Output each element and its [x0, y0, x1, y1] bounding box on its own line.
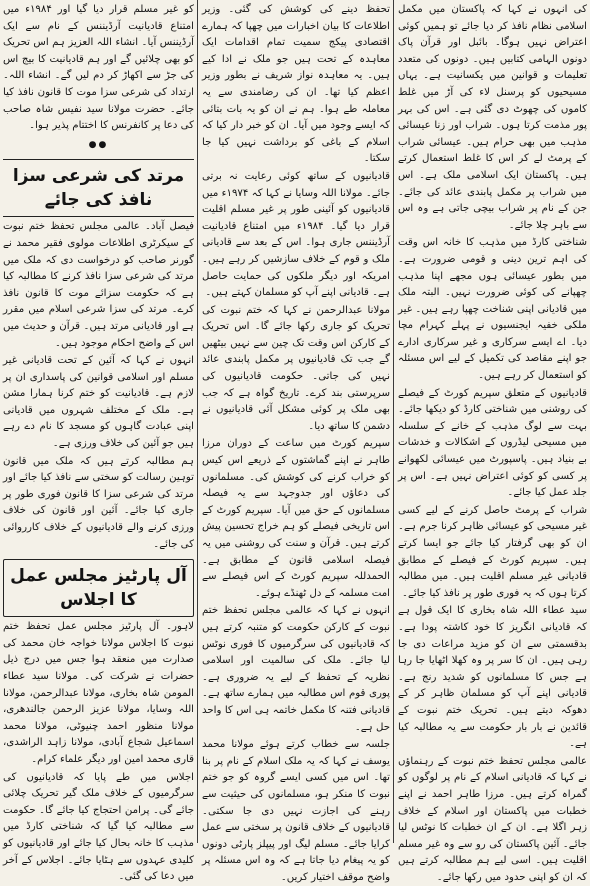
paragraph: شراب کے پرمٹ حاصل کرنے کے لیے کسی غیر مسیحی کو عیسائی ظاہر کرنا جرم ہے۔ ان کو بھی گرفتار کیا جائے جو ایسا کرتے ہیں۔ سپریم کورٹ کے فیصلے کے مطابق قادیانی غیر مسلم اقلیت ہیں۔ میں مطالبہ کرتا ہوں کہ یہ فوری طور پر نافذ کیا جائے۔	[398, 504, 587, 599]
paragraph: عالمی مجلس تحفظ ختم نبوت کے رہنماؤں نے کہا کہ قادیانی اسلام کے نام پر لوگوں کو گمراہ کرتے ہیں۔ مرزا طاہر احمد نے اپنے خطبات میں پاکستان اور اسلام کے خلاف زہر اگلا ہے۔ ان کے ان خطبات کا نوٹس لیا جائے۔ آئین پاکستان کی رو سے وہ غیر مسلم اقلیت ہیں۔ اسی لیے ہم مطالبہ کرتے ہیں کہ ان کو اپنی حدود میں رکھا جائے۔	[398, 755, 587, 883]
column-left	[0, 0, 197, 883]
paragraph: قادیانیوں کے متعلق سپریم کورٹ کے فیصلے کی روشنی میں شناختی کارڈ کو دیکھا جائے۔ بہت سے لوگ مذہب کے خانے کے سلسلہ میں مسیحی لیڈروں کے اشکالات و خدشات بے بنیاد ہیں۔ پاسپورٹ میں عیسائی لکھوانے پر کسی کو کوئی اعتراض نہیں ہے۔ اس پر جلد عمل کیا جائے۔	[398, 387, 587, 499]
headline-apostate-punishment: مرتد کی شرعی سزا نافذ کی جائے	[3, 159, 194, 217]
paragraph: جلسہ سے خطاب کرتے ہوئے مولانا محمد یوسف نے کہا کہ یہ ملک اسلام کے نام پر بنا تھا۔ اس میں کسی ایسے گروہ کو جو ختم نبوت کا منکر ہو، مسلمانوں کی حیثیت سے رہنے کی اجازت نہیں دی جا سکتی۔ قادیانیوں کے خلاف قانون پر سختی سے عمل کرایا جائے۔ مسلم لیگ اور پیپلز پارٹی دونوں کو یہ پیغام دیا جاتا ہے کہ وہ اس مسئلہ پر واضح موقف اختیار کریں۔	[202, 739, 390, 883]
section-divider: ●●	[88, 139, 109, 150]
paragraph: شناختی کارڈ میں مذہب کا خانہ اس وقت کی اہم ترین دینی و قومی ضرورت ہے۔ میں بطور عیسائی ہوں مجھے اپنا مذہب چھپانے کی کوئی ضرورت نہیں۔ البتہ ملک میں قادیانی اپنی شناخت چھپا رہے ہیں۔ غیر ملکی خفیہ ایجنسیوں نے پہلے کہرام مچا دیا۔ اے ایسے سرکاری و غیر سرکاری ادارے جو اپنے مقاصد کی تکمیل کے لیے اس مسئلہ کو استعمال کر رہے ہیں۔	[398, 237, 587, 382]
paragraph: سید عطاء اللہ شاہ بخاری کا ایک قول ہے کہ قادیانی انگریز کا خود کاشتہ پودا ہے۔ بدقسمتی سے ان کو مزید مراعات دی جا رہی ہیں۔ ان کا سر پر وہ کھلا اٹھایا جا رہا ہے جس کا مسلمانوں کو شدید رنج ہے۔ قادیانی اپنے آپ کو مسلمان ظاہر کر کے دھوکہ دیتے ہیں۔ تحریک ختم نبوت کے قائدین نے بار بار حکومت سے یہ مطالبہ کیا ہے۔	[398, 605, 587, 750]
paragraph: مولانا عبدالرحمن نے کہا کہ ختم نبوت کی تحریک کو جاری رکھا جائے گا۔ اس تحریک کے کارکن اس وقت تک چین سے نہیں بیٹھیں گے جب تک قادیانیوں پر مکمل پابندی عائد نہیں کی جاتی۔ حکومت قادیانیوں کی سرپرستی بند کرے۔ تاریخ گواہ ہے کہ جب بھی ملک پر کوئی مشکل آئی قادیانیوں نے دشمن کا ساتھ دیا۔	[202, 304, 390, 432]
paragraph: لاہور۔ آل پارٹیز مجلس عمل تحفظ ختم نبوت کا اجلاس مولانا خواجہ خان محمد کی صدارت میں منعقد ہوا جس میں درج ذیل حضرات نے شرکت کی۔ مولانا سید عطاء المومن شاہ بخاری، مولانا عبدالرحمن، مولانا اللہ وسایا، مولانا عزیز الرحمن جالندھری، مولانا منظور احمد چنیوٹی، مولانا محمد اسماعیل شجاع آبادی، مولانا زاہد الراشدی، قاری محمد امین اور دیگر علماء کرام۔	[3, 621, 194, 765]
paragraph: فیصل آباد۔ عالمی مجلس تحفظ ختم نبوت کے سیکرٹری اطلاعات مولوی فقیر محمد نے گورنر صاحب کو درخواست دی کہ ملک میں مرتد کی شرعی سزا نافذ کرنے کا مطالبہ کیا ہے کہ حکومت سزائے موت کا قانون نافذ کرے۔ مرتد کی سزا شرعی اسلام میں مقرر ہے اور قادیانی مرتد ہیں۔ قرآن و حدیث میں اس کے واضح احکام موجود ہیں۔	[3, 221, 194, 349]
paragraph: تحفظ دینے کی کوشش کی گئی۔ وزیر اطلاعات کا بیان اخبارات میں چھپا کہ ہمارے اقتصادی پیکج سمیت تمام اقدامات ایک معاہدہ کے تحت ہیں جو ملک نے ادا کیے ہیں۔ یہ معاہدہ نواز شریف نے بطور وزیر اعظم کیا تھا۔ ان کی رضامندی سے یہ معاملہ طے ہوا۔ ہم نے ان کو یہ بات بتائی کہ ایسے وجود میں آیا۔ ان کو خبر دار کیا کہ اسلام کے باغی کو برداشت نہیں کیا جا سکتا۔	[202, 4, 390, 165]
paragraph: اجلاس میں طے پایا کہ قادیانیوں کی سرگرمیوں کے خلاف ملک گیر تحریک چلائی جائے گی۔ پرامن احتجاج کیا جائے گا۔ حکومت سے مطالبہ کیا گیا کہ شناختی کارڈ میں مذہب کا خانہ بحال کیا جائے اور قادیانیوں کو کلیدی عہدوں سے ہٹایا جائے۔ اجلاس کے آخر میں دعا کی گئی۔	[3, 771, 194, 883]
paragraph: ہم مطالبہ کرتے ہیں کہ ملک میں قانون توہین رسالت کو سختی سے نافذ کیا جائے اور مرتد کی شرعی سزا کا قانون فوری طور پر جاری کیا جائے۔ آئین اور قانون کی خلاف ورزی کرنے والے قادیانیوں کے خلاف کارروائی کی جائے۔	[3, 455, 194, 550]
paragraph: قادیانیوں کے ساتھ کوئی رعایت نہ برتی جائے۔ مولانا اللہ وسایا نے کہا کہ ۱۹۷۴ء میں قادیانیوں کو آئینی طور پر غیر مسلم اقلیت قرار دیا گیا۔ ۱۹۸۴ء میں امتناع قادیانیت آرڈیننس جاری ہوا۔ اس کے بعد سے قادیانی ملک و قوم کے خلاف سازشیں کر رہے ہیں۔ امریکہ اور دیگر ملکوں کی حمایت حاصل ہے۔ قادیانی اپنے آپ کو مسلمان کہتے ہیں۔	[202, 170, 390, 299]
paragraph: سپریم کورٹ میں ساعت کے دوران مرزا طاہر نے اپنے گماشتوں کے ذریعے اس کیس کو خراب کرنے کی کوشش کی۔ مسلمانوں کی دعاؤں اور جدوجہد سے یہ فیصلہ مسلمانوں کے حق میں آیا۔ سپریم کورٹ کے اس تاریخی فیصلے کو ہم خراج تحسین پیش کرتے ہیں۔ قرآن و سنت کی روشنی میں یہ فیصلہ اسلامی قانون کے مطابق ہے۔ الحمدللہ سپریم کورٹ کے اس فیصلے سے امت مسلمہ کے دل ٹھنڈے ہوئے۔	[202, 438, 390, 599]
column-right	[395, 0, 590, 883]
paragraph: انہوں نے کہا کہ آئین کے تحت قادیانی غیر مسلم اور اسلامی قوانین کی پاسداری ان پر لازم ہے۔ قادیانیت کو ختم کرنا ہمارا مشن ہے۔ ملک کے مختلف شہروں میں قادیانی اپنی عبادت گاہوں کو مسجد کا نام دے رہے ہیں جو آئین کی خلاف ورزی ہے۔	[3, 355, 194, 450]
column-middle	[199, 0, 393, 883]
paragraph: انہوں نے کہا کہ عالمی مجلس تحفظ ختم نبوت کے کارکن حکومت کو متنبہ کرتے ہیں کہ قادیانیوں کی سرگرمیوں کا فوری نوٹس لیا جائے۔ ملک کی سالمیت اور اسلامی نظریہ کے تحفظ کے لیے یہ ضروری ہے۔ پوری قوم اس مطالبہ میں ہمارے ساتھ ہے۔ قادیانی فتنہ کا مکمل خاتمہ ہی اس کا واحد حل ہے۔	[202, 605, 390, 733]
column-divider	[197, 0, 198, 843]
column-divider	[393, 0, 394, 843]
intro-paragraph: کو غیر مسلم قرار دیا گیا اور ۱۹۸۴ء میں امتناع قادیانیت آرڈیننس کے نام سے ایک آرڈیننس آیا۔ انشاء اللہ العزیز ہم اس تحریک کو بھی چلائیں گے اور ہم قادیانیت کا بیج اس کی جڑ سے اکھاڑ کر دم لیں گے۔ انشاء اللہ۔ ارتداد کی شرعی سزا موت کا قانون نافذ کیا جائے۔ حضرت مولانا سید نفیس شاہ صاحب کی دعا پر کانفرنس کا اختتام پذیر ہوا۔	[3, 4, 194, 132]
headline-all-parties-meeting: آل پارٹیز مجلس عمل کا اجلاس	[3, 559, 194, 617]
paragraph: کی انہوں نے کہا کہ پاکستان میں مکمل اسلامی نظام نافذ کر دیا جائے تو ہمیں کوئی اعتراض نہیں ہوگا۔ بائبل اور قرآن پاک دونوں الہامی کتابیں ہیں۔ دونوں کی متعدد تعلیمات و قوانین میں یکسانیت ہے۔ یہاں مسیحیوں کو پرسنل لاء کی آڑ میں غلط کاموں کی چھوٹ دی گئی ہے۔ اس کی بہر پور مذمت کرتا ہوں۔ شراب اور زنا عیسائی مذہب میں بھی حرام ہیں۔ عیسائی شراب کے پرمٹ لے کر اس کا غلط استعمال کرتے ہیں۔ پاکستان ایک اسلامی ملک ہے۔ اس میں شراب پر مکمل پابندی عائد کی جائے۔ جن کے نام پر شراب بیچی جاتی ہے وہ اس سے باہر چلا جائے۔	[398, 4, 587, 231]
